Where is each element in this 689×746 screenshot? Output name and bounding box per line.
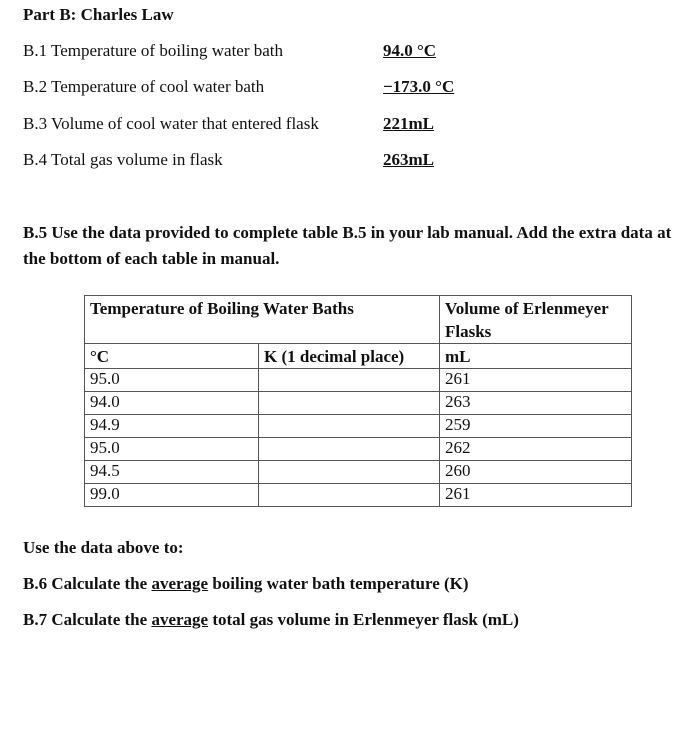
item-value: 94.0 °C bbox=[383, 41, 437, 60]
b6-emphasis: average bbox=[151, 574, 209, 593]
cell-celsius: 94.0 bbox=[85, 392, 259, 415]
use-data-heading: Use the data above to: bbox=[23, 538, 184, 557]
item-label: B.3 Volume of cool water that entered flask bbox=[23, 114, 319, 133]
cell-kelvin bbox=[259, 369, 440, 392]
cell-kelvin bbox=[259, 438, 440, 461]
header-volume: Volume of Erlenmeyer Flasks bbox=[440, 296, 632, 344]
subheader-ml: mL bbox=[440, 344, 632, 369]
question-b7 bbox=[23, 610, 519, 630]
cell-ml: 260 bbox=[440, 461, 632, 484]
part-title: Part B: Charles Law bbox=[23, 5, 174, 24]
cell-kelvin bbox=[259, 392, 440, 415]
b6-prefix: B.6 Calculate the bbox=[23, 574, 152, 593]
item-label: B.4 Total gas volume in flask bbox=[23, 150, 223, 169]
question-b6 bbox=[23, 574, 469, 594]
cell-ml: 261 bbox=[440, 484, 632, 507]
cell-celsius: 99.0 bbox=[85, 484, 259, 507]
cell-celsius: 94.5 bbox=[85, 461, 259, 484]
item-value: −173.0 °C bbox=[383, 77, 455, 96]
b7-suffix: total gas volume in Erlenmeyer flask (mL) bbox=[208, 610, 519, 629]
b6-suffix: boiling water bath temperature (K) bbox=[208, 574, 469, 593]
cell-kelvin bbox=[259, 415, 440, 438]
table-row bbox=[85, 392, 632, 415]
header-temperature: Temperature of Boiling Water Baths bbox=[85, 296, 440, 344]
table-row bbox=[85, 438, 632, 461]
table-row bbox=[85, 484, 632, 507]
cell-ml: 261 bbox=[440, 369, 632, 392]
item-value: 221mL bbox=[383, 114, 434, 133]
cell-ml: 259 bbox=[440, 415, 632, 438]
cell-ml: 262 bbox=[440, 438, 632, 461]
cell-kelvin bbox=[259, 461, 440, 484]
instructions-b5: B.5 Use the data provided to complete table B.5 in your lab manual. Add the extra data at the bottom of each table in manual. bbox=[23, 223, 672, 268]
item-label: B.1 Temperature of boiling water bath bbox=[23, 41, 284, 60]
cell-celsius: 94.9 bbox=[85, 415, 259, 438]
table-row bbox=[85, 415, 632, 438]
item-value: 263mL bbox=[383, 150, 434, 169]
table-subheader-row bbox=[85, 344, 632, 369]
cell-celsius: 95.0 bbox=[85, 369, 259, 392]
cell-kelvin bbox=[259, 484, 440, 507]
table-row bbox=[85, 369, 632, 392]
subheader-kelvin: K (1 decimal place) bbox=[259, 344, 440, 369]
cell-celsius: 95.0 bbox=[85, 438, 259, 461]
cell-ml: 263 bbox=[440, 392, 632, 415]
b7-prefix: B.7 Calculate the bbox=[23, 610, 152, 629]
subheader-celsius: °C bbox=[85, 344, 259, 369]
data-table bbox=[84, 295, 632, 507]
b7-emphasis: average bbox=[151, 610, 209, 629]
table-row bbox=[85, 461, 632, 484]
item-label: B.2 Temperature of cool water bath bbox=[23, 77, 265, 96]
table-header-row bbox=[85, 296, 632, 344]
